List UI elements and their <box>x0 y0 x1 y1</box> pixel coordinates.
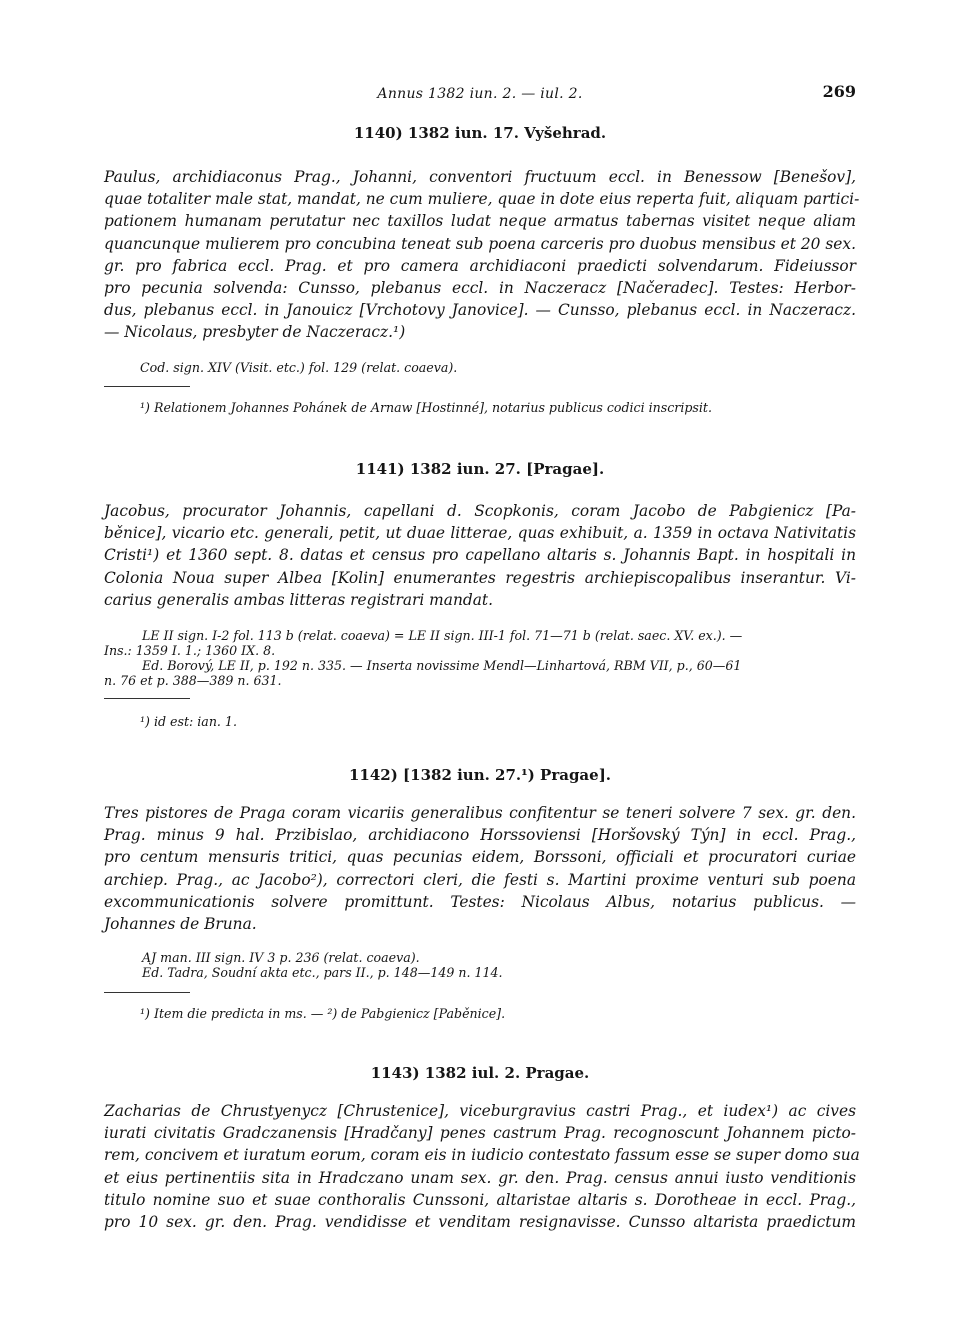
source-citation-1140 <box>140 360 900 375</box>
text-line: dus, plebanus eccl. in Janouicz [Vrchotovy Janovice]. — Cunsso, plebanus eccl. in Naczeracz. <box>104 301 856 320</box>
text-line: Colonia Noua super Albea [Kolin] enumerantes regestris archiepiscopalibus inserantur. Vi- <box>104 568 856 587</box>
text-line: Prag. minus 9 hal. Przibislao, archidiacono Horssoviensi [Horšovský Týn] in eccl. Prag., <box>104 826 856 845</box>
footnote-rule <box>104 386 190 387</box>
text-line: carius generalis ambas litteras registrari mandat. <box>104 590 493 609</box>
source-line: AJ man. III sign. IV 3 p. 236 (relat. coaeva). <box>142 950 420 965</box>
footnote-rule <box>104 992 190 993</box>
text-line: Tres pistores de Praga coram vicariis generalibus confitentur se teneri solvere 7 sex. gr. den. <box>104 804 856 822</box>
text-line: Johannes de Bruna. <box>104 915 257 934</box>
entry-text-1141 <box>104 500 856 611</box>
text-line: běnice], vicario etc. generali, petit, ut duae litterae, quas exhibuit, a. 1359 in octava Nativitatis <box>104 524 856 543</box>
text-line: Cristi¹) et 1360 sept. 8. datas et census pro capellano altaris s. Johannis Bapt. in hospitali in <box>104 546 856 565</box>
text-line: titulo nomine suo et suae conthoralis Cunssoni, altaristae altaris s. Dorotheae in eccl. Prag., <box>104 1190 856 1209</box>
entry-text-1142 <box>104 802 856 935</box>
text-line: — Nicolaus, presbyter de Naczeracz.¹) <box>104 323 406 342</box>
entry-title-1143: 1143) 1382 iul. 2. Pragae. <box>370 1064 590 1082</box>
text-line: pro centum mensuris tritici, quas pecunias eidem, Borssoni, officiali et procuratori curiae <box>104 848 856 867</box>
text-line: et eius pertinentiis sita in Hradczano unam sex. gr. den. Prag. census annui iusto venditionis <box>104 1168 856 1187</box>
text-line: Zacharias de Chrustyenycz [Chrustenice], viceburgravius castri Prag., et iudex¹) ac cives <box>104 1102 856 1120</box>
entry-title-1141: 1141) 1382 iun. 27. [Pragae]. <box>355 460 605 478</box>
text-line: Paulus, archidiaconus Prag., Johanni, conventori fructuum eccl. in Benessow [Benešov], <box>104 168 856 186</box>
page-number: 269 <box>822 82 856 101</box>
source-line: n. 76 et p. 388—389 n. 631. <box>104 673 282 688</box>
source-line: Ed. Borový, LE II, p. 192 n. 335. — Inserta novissime Mendl—Linhartová, RBM VII, p., 60—61 <box>142 658 742 673</box>
entry-text-1143 <box>104 1100 860 1233</box>
text-line: pationem humanam perutatur nec taxillos ludat neque armatus tabernas visitet neque aliam <box>104 212 856 231</box>
text-line: Jacobus, procurator Johannis, capellani d. Scopkonis, coram Jacobo de Pabgienicz [Pa- <box>104 502 856 520</box>
footnote-1140: ¹) Relationem Johannes Pohánek de Arnaw [Hostinné], notarius publicus codici inscripsit. <box>140 400 712 415</box>
source-line: Ed. Tadra, Soudní akta etc., pars II., p. 148—149 n. 114. <box>142 965 503 980</box>
text-line: gr. pro fabrica eccl. Prag. et pro camera archidiaconi praedicti solvendarum. Fideiussor <box>104 256 856 275</box>
source-line: Ins.: 1359 I. 1.; 1360 IX. 8. <box>104 643 276 658</box>
text-line: pro 10 sex. gr. den. Prag. vendidisse et venditam resignavisse. Cunsso altarista praedictum <box>104 1213 856 1232</box>
footnote-1142: ¹) Item die predicta in ms. — ²) de Pabgienicz [Paběnice]. <box>140 1006 506 1021</box>
source-line: Cod. sign. XIV (Visit. etc.) fol. 129 (relat. coaeva). <box>140 360 458 375</box>
footnote-rule <box>104 698 190 699</box>
text-line: pro pecunia solvenda: Cunsso, plebanus eccl. in Naczeracz [Načeradec]. Testes: Herbor- <box>104 279 856 298</box>
source-citation-1142 <box>104 950 864 980</box>
text-line: quancunque mulierem pro concubina teneat sub poena carceris pro duobus mensibus et 20 sex. <box>104 234 856 253</box>
text-line: iurati civitatis Gradczanensis [Hradčany] penes castrum Prag. recognoscunt Johannem picto- <box>104 1124 856 1143</box>
text-line: excommunicationis solvere promittunt. Testes: Nicolaus Albus, notarius publicus. — <box>104 892 856 911</box>
text-line: rem, concivem et iuratum eorum, coram eis in iudicio contestato fassum esse se super domo sua <box>104 1146 860 1165</box>
text-line: quae totaliter male stat, mandat, ne cum muliere, quae in dote eius reperta fuit, aliquam partici- <box>104 190 860 209</box>
entry-title-1140: 1140) 1382 iun. 17. Vyšehrad. <box>353 124 607 142</box>
footnote-1141: ¹) id est: ian. 1. <box>140 714 237 729</box>
entry-text-1140 <box>104 166 860 344</box>
source-line: LE II sign. I-2 fol. 113 b (relat. coaeva) = LE II sign. III-1 fol. 71—71 b (relat. saec. XV. ex.). — <box>142 628 743 643</box>
source-citation-1141 <box>104 628 864 688</box>
running-head: Annus 1382 iun. 2. — iul. 2. <box>377 86 583 102</box>
text-line: archiep. Prag., ac Jacobo²), correctori cleri, die festi s. Martini proxime venturi sub poena <box>104 870 856 889</box>
entry-title-1142: 1142) [1382 iun. 27.¹) Pragae]. <box>348 766 612 784</box>
